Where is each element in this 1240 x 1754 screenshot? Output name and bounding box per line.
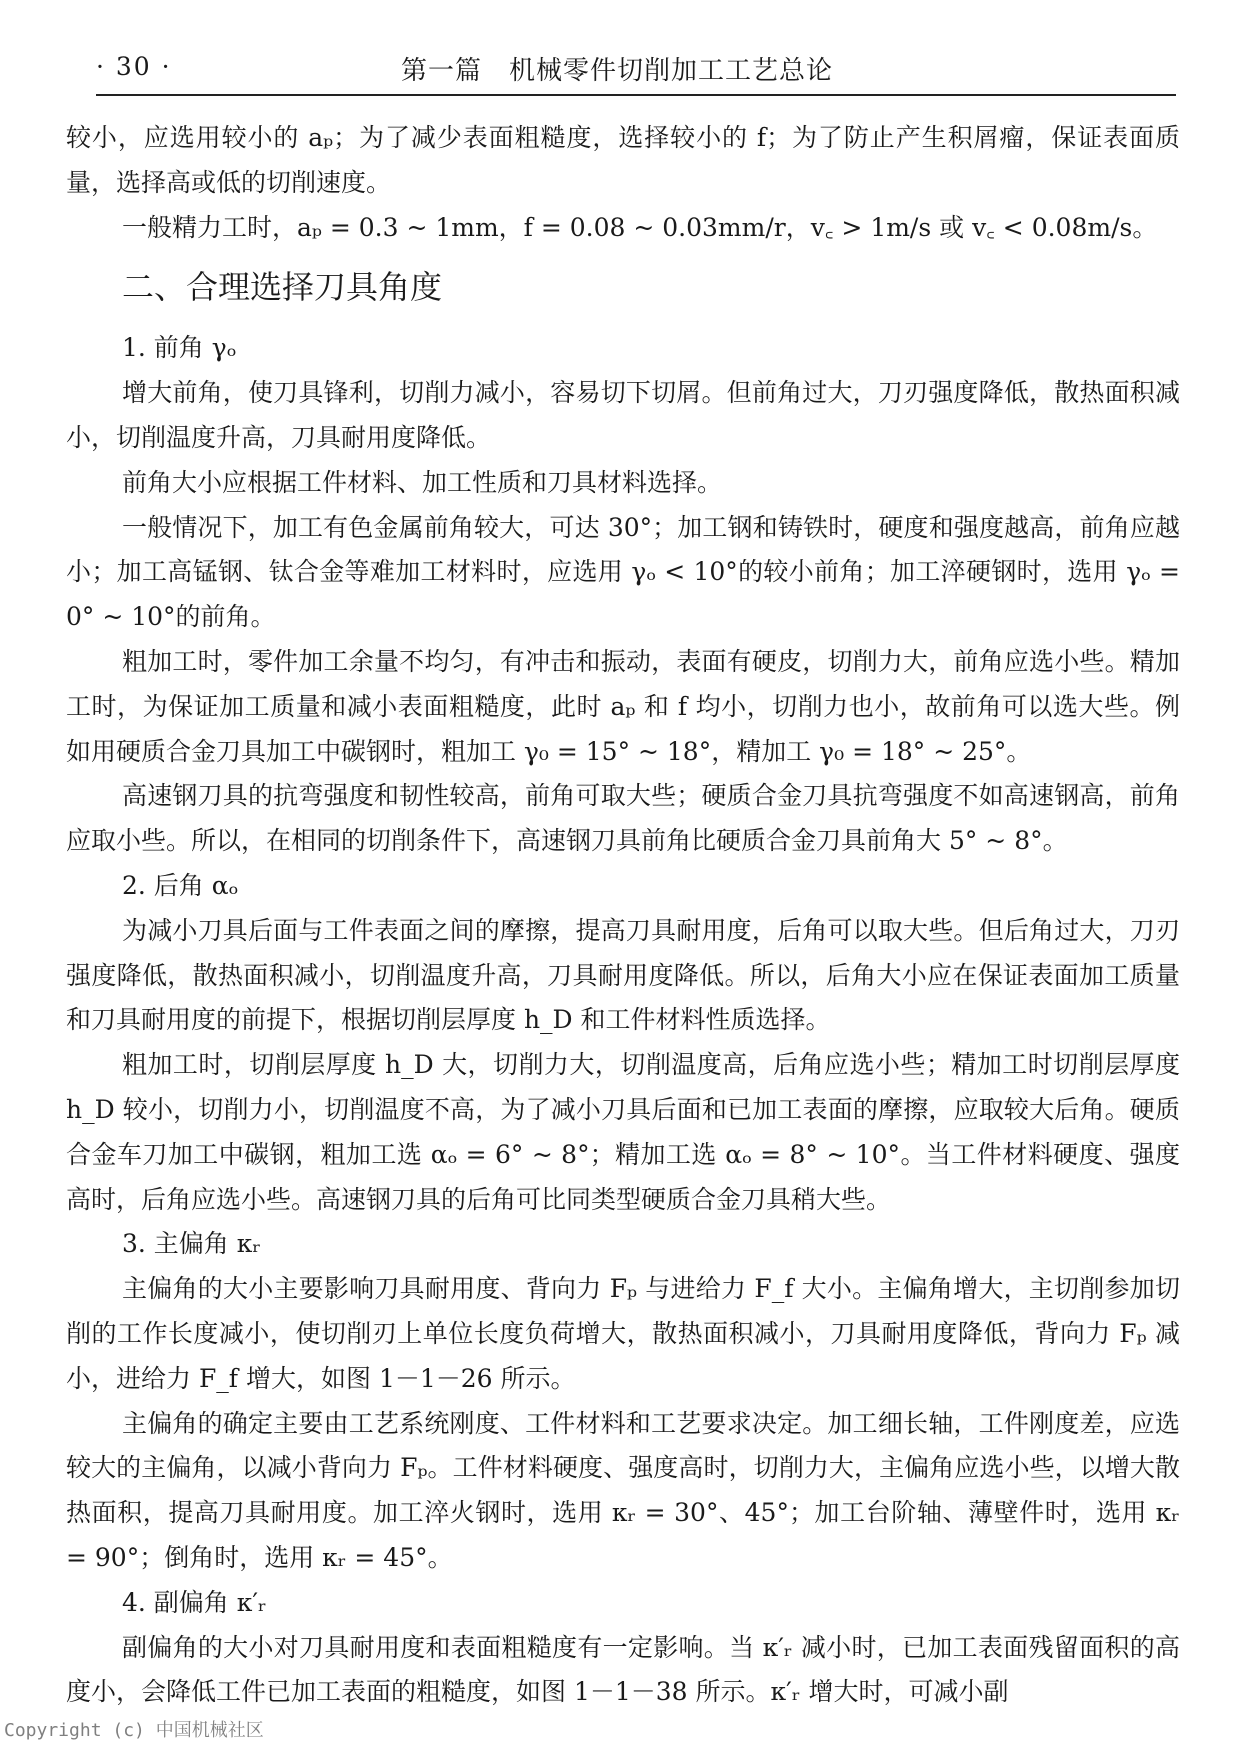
page-header [96,44,1176,96]
paragraph: 为减小刀具后面与工件表面之间的摩擦，提高刀具耐用度，后角可以取大些。但后角过大，刀刃强度降低，散热面积减小，切削温度升高，刀具耐用度降低。所以，后角大小应在保证表面加工质量和刀具耐用度的前提下，根据切削层厚度 h_D 和工件材料性质选择。 [66,915,1180,1035]
paragraph: 一般情况下，加工有色金属前角较大，可达 30°；加工钢和铸铁时，硬度和强度越高，前角应越小；加工高锰钢、钛合金等难加工材料时，应选用 γₒ < 10°的较小前角；加工淬硬钢时，选用 γₒ = 0° ~ 10°的前角。 [66,512,1180,632]
paragraph: 高速钢刀具的抗弯强度和韧性较高，前角可取大些；硬质合金刀具抗弯强度不如高速钢高，前角应取小些。所以，在相同的切削条件下，高速钢刀具前角比硬质合金刀具前角大 5° ~ 8°。 [66,781,1180,856]
paragraph: 主偏角的大小主要影响刀具耐用度、背向力 Fₚ 与进给力 F_f 大小。主偏角增大，主切削参加切削的工作长度减小，使切削刃上单位长度负荷增大，散热面积减小，刀具耐用度降低，背向力 Fₚ 减小，进给力 F_f 增大，如图 1－1－26 所示。 [66,1274,1180,1393]
paragraph: 主偏角的确定主要由工艺系统刚度、工件材料和工艺要求决定。加工细长轴，工件刚度差，应选较大的主偏角，以减小背向力 Fₚ。工件材料硬度、强度高时，切削力大，主偏角应选小些，以增大散热面积，提高刀具耐用度。加工淬火钢时，选用 κᵣ = 30°、45°；加工台阶轴、薄壁件时，选用 κᵣ = 90°；倒角时，选用 κᵣ = 45°。 [66,1408,1180,1572]
paragraph: 粗加工时，切削层厚度 h_D 大，切削力大，切削温度高，后角应选小些；精加工时切削层厚度 h_D 较小，切削力小，切削温度不高，为了减小刀具后面和已加工表面的摩擦，应取较大后角。硬质合金车刀加工中碳钢，粗加工选 αₒ = 6° ~ 8°；精加工选 αₒ = 8° ~ 10°。当工件材料硬度、强度高时，后角应选小些。高速钢刀具的后角可比同类型硬质合金刀具稍大些。 [66,1050,1180,1214]
running-title: 第一篇 机械零件切削加工工艺总论 [401,56,834,86]
paragraph: 增大前角，使刀具锋利，切削力减小，容易切下切屑。但前角过大，刀刃强度降低，散热面积减小，切削温度升高，刀具耐用度降低。 [66,378,1180,452]
paragraph: 前角大小应根据工件材料、加工性质和刀具材料选择。 [122,467,723,497]
page-number: · 30 · [96,52,172,81]
section-heading: 二、合理选择刀具角度 [122,268,443,307]
paragraph: 一般精力工时，aₚ = 0.3 ~ 1mm，f = 0.08 ~ 0.03mm/r，v꜀ > 1m/s 或 v꜀ < 0.08m/s。 [122,212,1158,242]
paragraph: 粗加工时，零件加工余量不均匀，有冲击和振动，表面有硬皮，切削力大，前角应选小些。精加工时，为保证加工质量和减小表面粗糙度，此时 aₚ 和 f 均小，切削力也小，故前角可以选大些。例如用硬质合金刀具加工中碳钢时，粗加工 γ₀ = 15° ~ 18°，精加工 γ₀ = 18° ~ 25°。 [66,646,1180,766]
page-body [66,116,1180,1715]
subsection-heading: 4. 副偏角 κ′ᵣ [122,1587,267,1617]
subsection-heading: 1. 前角 γₒ [122,333,237,363]
subsection-heading: 3. 主偏角 κᵣ [122,1229,262,1259]
paragraph: 较小，应选用较小的 aₚ；为了减少表面粗糙度，选择较小的 f；为了防止产生积屑瘤，保证表面质量，选择高或低的切削速度。 [66,123,1180,197]
copyright-watermark: Copyright (c) 中国机械社区 [4,1720,264,1741]
paragraph: 副偏角的大小对刀具耐用度和表面粗糙度有一定影响。当 κ′ᵣ 减小时，已加工表面残留面积的高度小，会降低工件已加工表面的粗糙度，如图 1－1－38 所示。κ′ᵣ 增大时，可减小副 [66,1632,1180,1707]
subsection-heading: 2. 后角 αₒ [122,870,239,900]
